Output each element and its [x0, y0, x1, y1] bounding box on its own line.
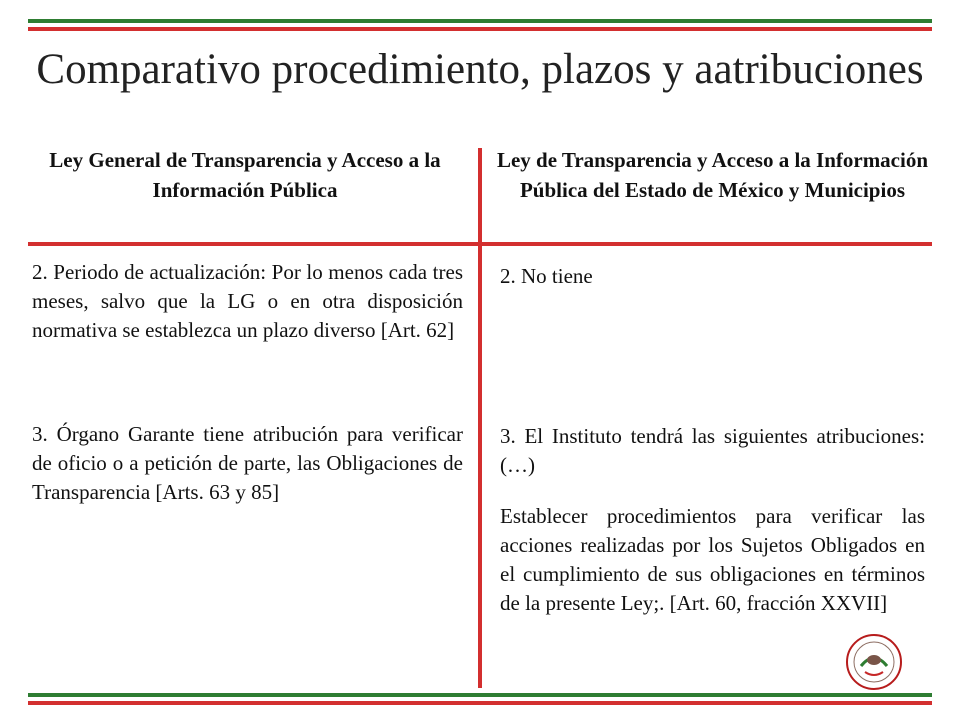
- right-item-2: 2. No tiene: [500, 264, 593, 288]
- header-divider: [28, 242, 932, 246]
- left-item-2: 2. Periodo de actualización: Por lo menos cada tres meses, salvo que la LG o en otra disposición normativa se establezca un plazo diverso [Art. 62]: [32, 260, 463, 342]
- right-column-header: Ley de Transparencia y Acceso a la Información Pública del Estado de México y Municipios: [496, 148, 929, 202]
- bottom-green-rule: [28, 693, 932, 697]
- top-green-rule: [28, 19, 932, 23]
- column-divider: [478, 148, 482, 688]
- top-red-rule: [28, 27, 932, 31]
- right-item-3: 3. El Instituto tendrá las siguientes atribuciones: (…): [500, 424, 925, 477]
- slide-title: Comparativo procedimiento, plazos y aatribuciones: [36, 46, 924, 93]
- left-item-3: 3. Órgano Garante tiene atribución para verificar de oficio o a petición de parte, las Obligaciones de Transparencia [Arts. 63 y 85]: [32, 422, 463, 504]
- left-column-header: Ley General de Transparencia y Acceso a la Información Pública: [49, 148, 441, 202]
- bottom-red-rule: [28, 701, 932, 705]
- right-item-3-detail: Establecer procedimientos para verificar las acciones realizadas por los Sujetos Obligados en el cumplimiento de sus obligaciones en términos de la presente Ley;. [Art. 60, fracción XXVII]: [500, 504, 925, 615]
- senate-seal-icon: [843, 632, 905, 692]
